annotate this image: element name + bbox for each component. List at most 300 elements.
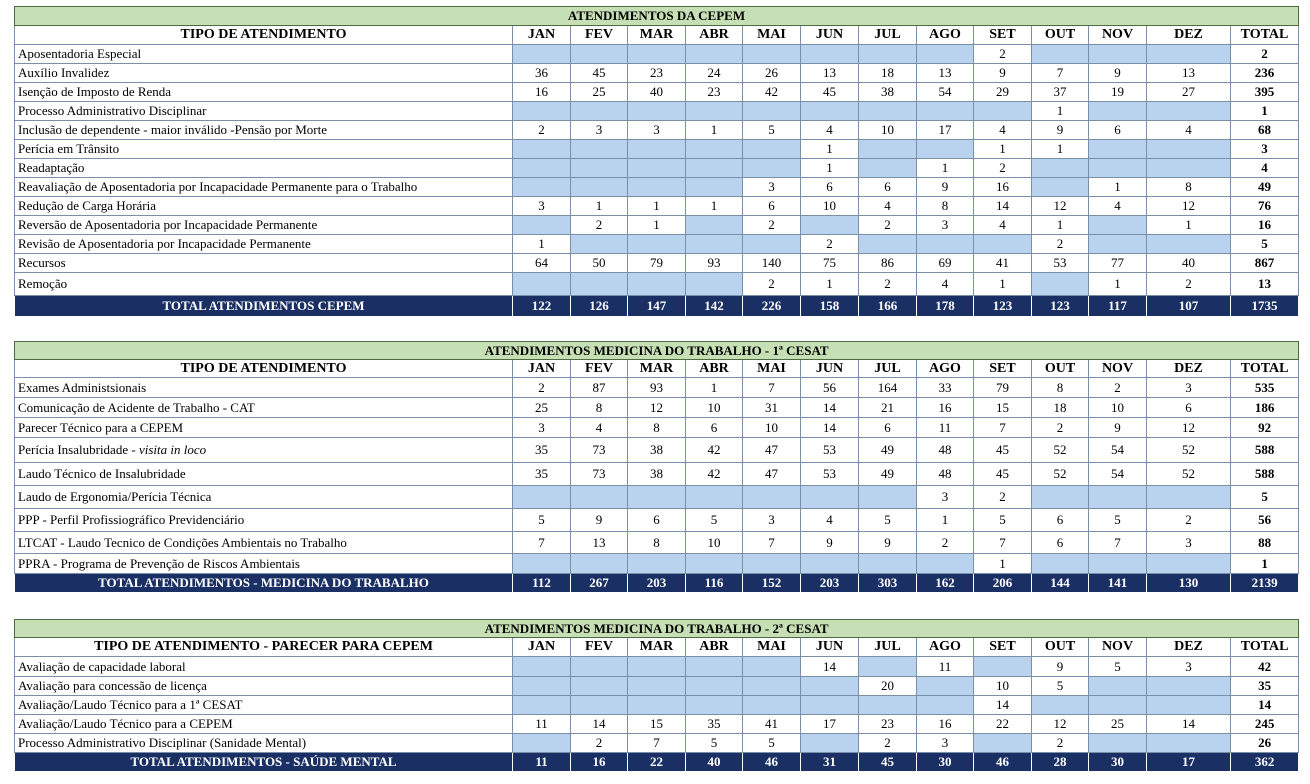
table-row bbox=[15, 159, 1299, 178]
value-cell bbox=[859, 554, 917, 574]
value-cell bbox=[1032, 159, 1089, 178]
value-cell: 52 bbox=[1032, 438, 1089, 463]
value-cell bbox=[1089, 696, 1147, 715]
row-label-text: Laudo de Ergonomia/Perícia Técnica bbox=[18, 489, 212, 504]
value-cell: 23 bbox=[686, 83, 743, 102]
total-value-cell: 22 bbox=[628, 753, 686, 772]
column-header-month: FEV bbox=[571, 638, 628, 657]
value-cell: 42 bbox=[686, 463, 743, 486]
value-cell bbox=[686, 696, 743, 715]
row-label bbox=[15, 677, 513, 696]
total-value-cell: 166 bbox=[859, 296, 917, 317]
value-cell: 53 bbox=[1032, 254, 1089, 273]
total-value-cell: 126 bbox=[571, 296, 628, 317]
value-cell bbox=[686, 102, 743, 121]
total-value-cell: 130 bbox=[1147, 574, 1231, 593]
value-cell: 47 bbox=[743, 463, 801, 486]
value-cell bbox=[628, 273, 686, 296]
value-cell: 8 bbox=[1032, 378, 1089, 398]
value-cell: 29 bbox=[974, 83, 1032, 102]
row-label bbox=[15, 532, 513, 554]
value-cell bbox=[628, 486, 686, 509]
column-header-month: NOV bbox=[1089, 26, 1147, 45]
table-title: ATENDIMENTOS MEDICINA DO TRABALHO - 2ª CESAT bbox=[15, 620, 1299, 638]
value-cell: 9 bbox=[1089, 418, 1147, 438]
total-value-cell: 116 bbox=[686, 574, 743, 593]
row-label bbox=[15, 121, 513, 140]
row-label-text: Remoção bbox=[18, 276, 68, 291]
value-cell: 25 bbox=[513, 398, 571, 418]
value-cell bbox=[513, 140, 571, 159]
value-cell: 25 bbox=[1089, 715, 1147, 734]
row-label-italic: visita in loco bbox=[138, 442, 207, 457]
value-cell bbox=[743, 657, 801, 677]
value-cell: 35 bbox=[686, 715, 743, 734]
total-value-cell: 122 bbox=[513, 296, 571, 317]
value-cell: 14 bbox=[1147, 715, 1231, 734]
value-cell: 12 bbox=[628, 398, 686, 418]
row-label-text: Inclusão de dependente - maior inválido -Pensão por Morte bbox=[18, 122, 328, 137]
value-cell: 2 bbox=[743, 273, 801, 296]
value-cell: 8 bbox=[628, 532, 686, 554]
value-cell: 7 bbox=[1089, 532, 1147, 554]
value-cell: 23 bbox=[628, 64, 686, 83]
value-cell: 7 bbox=[513, 532, 571, 554]
row-total-cell: 88 bbox=[1231, 532, 1299, 554]
value-cell bbox=[686, 554, 743, 574]
total-value-cell: 303 bbox=[859, 574, 917, 593]
table-row bbox=[15, 715, 1299, 734]
value-cell: 2 bbox=[743, 216, 801, 235]
data-table bbox=[14, 6, 1299, 317]
column-header-month: JUL bbox=[859, 26, 917, 45]
total-value-cell: 152 bbox=[743, 574, 801, 593]
value-cell: 6 bbox=[628, 509, 686, 532]
row-label-text: PPP - Perfil Profissiográfico Previdenciário bbox=[18, 512, 245, 527]
column-header-month: JUN bbox=[801, 360, 859, 378]
value-cell: 14 bbox=[974, 696, 1032, 715]
row-total-cell: 68 bbox=[1231, 121, 1299, 140]
row-label-text: Auxílio Invalidez bbox=[18, 65, 110, 80]
table-row bbox=[15, 273, 1299, 296]
value-cell: 6 bbox=[1089, 121, 1147, 140]
row-label bbox=[15, 509, 513, 532]
value-cell bbox=[571, 102, 628, 121]
value-cell bbox=[571, 178, 628, 197]
value-cell bbox=[1089, 45, 1147, 64]
value-cell bbox=[686, 486, 743, 509]
total-value-cell: 28 bbox=[1032, 753, 1089, 772]
column-header-month: JUL bbox=[859, 638, 917, 657]
total-value-cell: 142 bbox=[686, 296, 743, 317]
value-cell: 2 bbox=[859, 216, 917, 235]
total-value-cell: 17 bbox=[1147, 753, 1231, 772]
value-cell bbox=[801, 102, 859, 121]
row-label-text: Processo Administrativo Disciplinar (Sanidade Mental) bbox=[18, 735, 307, 750]
column-header-month: DEZ bbox=[1147, 360, 1231, 378]
table-row bbox=[15, 463, 1299, 486]
table-row bbox=[15, 121, 1299, 140]
row-label-text: Perícia Insalubridade - bbox=[18, 442, 139, 457]
value-cell: 4 bbox=[571, 418, 628, 438]
value-cell bbox=[513, 102, 571, 121]
value-cell bbox=[801, 554, 859, 574]
value-cell bbox=[513, 657, 571, 677]
row-label bbox=[15, 438, 513, 463]
row-label bbox=[15, 235, 513, 254]
value-cell bbox=[513, 486, 571, 509]
table-medicina-trabalho-2-cesat bbox=[14, 619, 1298, 772]
value-cell: 7 bbox=[743, 378, 801, 398]
value-cell bbox=[1032, 273, 1089, 296]
value-cell bbox=[1089, 102, 1147, 121]
row-label bbox=[15, 273, 513, 296]
value-cell: 5 bbox=[1089, 657, 1147, 677]
value-cell bbox=[571, 159, 628, 178]
value-cell: 5 bbox=[859, 509, 917, 532]
value-cell bbox=[917, 45, 974, 64]
value-cell: 64 bbox=[513, 254, 571, 273]
column-header-month: ABR bbox=[686, 26, 743, 45]
row-label-text: Readaptação bbox=[18, 160, 85, 175]
value-cell bbox=[513, 734, 571, 753]
column-header-month: NOV bbox=[1089, 638, 1147, 657]
total-value-cell: 11 bbox=[513, 753, 571, 772]
value-cell bbox=[513, 677, 571, 696]
table-row bbox=[15, 438, 1299, 463]
table-row bbox=[15, 734, 1299, 753]
column-header-month: MAR bbox=[628, 638, 686, 657]
value-cell: 2 bbox=[801, 235, 859, 254]
total-value-cell: 203 bbox=[628, 574, 686, 593]
row-label bbox=[15, 178, 513, 197]
total-value-cell: 30 bbox=[1089, 753, 1147, 772]
value-cell: 45 bbox=[801, 83, 859, 102]
value-cell: 10 bbox=[743, 418, 801, 438]
value-cell: 2 bbox=[917, 532, 974, 554]
value-cell: 48 bbox=[917, 463, 974, 486]
value-cell: 52 bbox=[1032, 463, 1089, 486]
total-value-cell: 203 bbox=[801, 574, 859, 593]
table-medicina-trabalho-1-cesat bbox=[14, 341, 1298, 593]
value-cell: 1 bbox=[917, 509, 974, 532]
value-cell: 49 bbox=[859, 463, 917, 486]
value-cell: 2 bbox=[1147, 273, 1231, 296]
value-cell: 1 bbox=[686, 378, 743, 398]
value-cell: 3 bbox=[513, 418, 571, 438]
column-header-month: MAR bbox=[628, 360, 686, 378]
value-cell bbox=[1147, 235, 1231, 254]
row-label bbox=[15, 398, 513, 418]
row-label bbox=[15, 378, 513, 398]
value-cell: 13 bbox=[801, 64, 859, 83]
grand-total-cell: 2139 bbox=[1231, 574, 1299, 593]
value-cell bbox=[513, 216, 571, 235]
value-cell: 12 bbox=[1147, 418, 1231, 438]
total-value-cell: 46 bbox=[974, 753, 1032, 772]
value-cell bbox=[917, 677, 974, 696]
value-cell: 40 bbox=[628, 83, 686, 102]
row-label bbox=[15, 159, 513, 178]
value-cell: 24 bbox=[686, 64, 743, 83]
value-cell bbox=[628, 102, 686, 121]
value-cell: 7 bbox=[974, 418, 1032, 438]
value-cell: 8 bbox=[1147, 178, 1231, 197]
value-cell bbox=[513, 178, 571, 197]
value-cell: 22 bbox=[974, 715, 1032, 734]
value-cell: 52 bbox=[1147, 463, 1231, 486]
value-cell bbox=[859, 102, 917, 121]
table-row bbox=[15, 418, 1299, 438]
value-cell: 36 bbox=[513, 64, 571, 83]
value-cell bbox=[801, 486, 859, 509]
total-value-cell: 123 bbox=[974, 296, 1032, 317]
column-header-month: SET bbox=[974, 26, 1032, 45]
value-cell bbox=[513, 45, 571, 64]
value-cell: 47 bbox=[743, 438, 801, 463]
column-header-month: JUL bbox=[859, 360, 917, 378]
value-cell: 5 bbox=[686, 509, 743, 532]
value-cell: 10 bbox=[859, 121, 917, 140]
row-label bbox=[15, 734, 513, 753]
column-header-total: TOTAL bbox=[1231, 360, 1299, 378]
value-cell: 54 bbox=[1089, 438, 1147, 463]
value-cell: 25 bbox=[571, 83, 628, 102]
column-header-month: ABR bbox=[686, 638, 743, 657]
value-cell: 1 bbox=[1089, 178, 1147, 197]
value-cell bbox=[686, 140, 743, 159]
total-row-label: TOTAL ATENDIMENTOS - SAÚDE MENTAL bbox=[15, 753, 513, 772]
value-cell bbox=[628, 696, 686, 715]
value-cell: 5 bbox=[974, 509, 1032, 532]
row-label bbox=[15, 64, 513, 83]
value-cell: 14 bbox=[801, 657, 859, 677]
value-cell bbox=[571, 273, 628, 296]
value-cell: 16 bbox=[917, 398, 974, 418]
value-cell: 8 bbox=[571, 398, 628, 418]
value-cell: 2 bbox=[974, 486, 1032, 509]
row-total-cell: 13 bbox=[1231, 273, 1299, 296]
value-cell: 2 bbox=[571, 734, 628, 753]
value-cell bbox=[628, 677, 686, 696]
value-cell: 9 bbox=[974, 64, 1032, 83]
value-cell bbox=[1089, 677, 1147, 696]
value-cell bbox=[1147, 677, 1231, 696]
value-cell: 8 bbox=[917, 197, 974, 216]
value-cell: 2 bbox=[1032, 734, 1089, 753]
value-cell: 27 bbox=[1147, 83, 1231, 102]
row-label bbox=[15, 216, 513, 235]
value-cell bbox=[859, 486, 917, 509]
value-cell bbox=[801, 216, 859, 235]
value-cell: 1 bbox=[1032, 140, 1089, 159]
value-cell: 14 bbox=[974, 197, 1032, 216]
value-cell: 69 bbox=[917, 254, 974, 273]
value-cell: 140 bbox=[743, 254, 801, 273]
value-cell: 2 bbox=[974, 45, 1032, 64]
value-cell: 41 bbox=[974, 254, 1032, 273]
row-total-cell: 5 bbox=[1231, 235, 1299, 254]
value-cell: 1 bbox=[628, 216, 686, 235]
column-header-type: TIPO DE ATENDIMENTO bbox=[15, 26, 513, 45]
row-label-text: Reavaliação de Aposentadoria por Incapacidade Permanente para o Trabalho bbox=[18, 179, 418, 194]
value-cell bbox=[801, 734, 859, 753]
value-cell: 18 bbox=[1032, 398, 1089, 418]
row-label bbox=[15, 83, 513, 102]
table-row bbox=[15, 64, 1299, 83]
table-row bbox=[15, 178, 1299, 197]
value-cell: 3 bbox=[917, 734, 974, 753]
total-value-cell: 31 bbox=[801, 753, 859, 772]
value-cell: 86 bbox=[859, 254, 917, 273]
value-cell: 1 bbox=[801, 273, 859, 296]
value-cell bbox=[686, 677, 743, 696]
value-cell bbox=[1147, 554, 1231, 574]
row-total-cell: 42 bbox=[1231, 657, 1299, 677]
total-value-cell: 206 bbox=[974, 574, 1032, 593]
column-header-month: OUT bbox=[1032, 26, 1089, 45]
row-label-text: Avaliação para concessão de licença bbox=[18, 678, 207, 693]
column-header-month: AGO bbox=[917, 360, 974, 378]
value-cell: 93 bbox=[686, 254, 743, 273]
value-cell bbox=[1147, 140, 1231, 159]
table-row bbox=[15, 677, 1299, 696]
value-cell bbox=[859, 159, 917, 178]
column-header-month: MAI bbox=[743, 638, 801, 657]
value-cell bbox=[1089, 235, 1147, 254]
value-cell: 1 bbox=[974, 273, 1032, 296]
value-cell: 42 bbox=[686, 438, 743, 463]
table-row bbox=[15, 197, 1299, 216]
value-cell: 9 bbox=[801, 532, 859, 554]
table-title: ATENDIMENTOS MEDICINA DO TRABALHO - 1ª CESAT bbox=[15, 342, 1299, 360]
value-cell: 73 bbox=[571, 463, 628, 486]
row-label-text: Redução de Carga Horária bbox=[18, 198, 157, 213]
total-value-cell: 123 bbox=[1032, 296, 1089, 317]
column-header-month: DEZ bbox=[1147, 26, 1231, 45]
total-value-cell: 45 bbox=[859, 753, 917, 772]
row-total-cell: 76 bbox=[1231, 197, 1299, 216]
row-label-text: Reversão de Aposentadoria por Incapacidade Permanente bbox=[18, 217, 318, 232]
value-cell: 2 bbox=[513, 378, 571, 398]
value-cell: 6 bbox=[1032, 532, 1089, 554]
row-label-text: Isenção de Imposto de Renda bbox=[18, 84, 172, 99]
value-cell: 6 bbox=[859, 418, 917, 438]
total-value-cell: 30 bbox=[917, 753, 974, 772]
column-header-month: OUT bbox=[1032, 638, 1089, 657]
row-total-cell: 5 bbox=[1231, 486, 1299, 509]
value-cell bbox=[743, 554, 801, 574]
row-total-cell: 56 bbox=[1231, 509, 1299, 532]
value-cell: 49 bbox=[859, 438, 917, 463]
value-cell: 79 bbox=[974, 378, 1032, 398]
value-cell: 38 bbox=[859, 83, 917, 102]
value-cell bbox=[743, 159, 801, 178]
row-label bbox=[15, 657, 513, 677]
table-row bbox=[15, 378, 1299, 398]
value-cell bbox=[1089, 486, 1147, 509]
value-cell: 54 bbox=[1089, 463, 1147, 486]
value-cell: 93 bbox=[628, 378, 686, 398]
value-cell bbox=[1032, 554, 1089, 574]
table-row bbox=[15, 140, 1299, 159]
table-row bbox=[15, 102, 1299, 121]
column-header-month: ABR bbox=[686, 360, 743, 378]
total-value-cell: 178 bbox=[917, 296, 974, 317]
value-cell: 54 bbox=[917, 83, 974, 102]
value-cell bbox=[1147, 734, 1231, 753]
value-cell: 52 bbox=[1147, 438, 1231, 463]
value-cell: 56 bbox=[801, 378, 859, 398]
value-cell bbox=[743, 140, 801, 159]
value-cell: 4 bbox=[1147, 121, 1231, 140]
total-value-cell: 267 bbox=[571, 574, 628, 593]
value-cell: 5 bbox=[1032, 677, 1089, 696]
table-row bbox=[15, 696, 1299, 715]
value-cell: 5 bbox=[743, 121, 801, 140]
value-cell: 4 bbox=[801, 121, 859, 140]
value-cell: 3 bbox=[1147, 378, 1231, 398]
value-cell: 4 bbox=[1089, 197, 1147, 216]
row-total-cell: 245 bbox=[1231, 715, 1299, 734]
value-cell: 9 bbox=[1032, 121, 1089, 140]
row-label-text: Laudo Técnico de Insalubridade bbox=[18, 466, 186, 481]
column-header-month: JAN bbox=[513, 26, 571, 45]
value-cell: 40 bbox=[1147, 254, 1231, 273]
column-header-total: TOTAL bbox=[1231, 638, 1299, 657]
value-cell: 13 bbox=[571, 532, 628, 554]
value-cell: 10 bbox=[686, 532, 743, 554]
value-cell bbox=[1089, 216, 1147, 235]
table-row bbox=[15, 532, 1299, 554]
value-cell: 15 bbox=[628, 715, 686, 734]
value-cell: 73 bbox=[571, 438, 628, 463]
value-cell bbox=[571, 235, 628, 254]
value-cell bbox=[801, 677, 859, 696]
row-label-text: Comunicação de Acidente de Trabalho - CAT bbox=[18, 399, 255, 415]
value-cell: 38 bbox=[628, 438, 686, 463]
value-cell bbox=[628, 159, 686, 178]
value-cell bbox=[1147, 486, 1231, 509]
total-value-cell: 112 bbox=[513, 574, 571, 593]
value-cell bbox=[917, 140, 974, 159]
total-value-cell: 40 bbox=[686, 753, 743, 772]
column-header-month: AGO bbox=[917, 638, 974, 657]
value-cell: 7 bbox=[628, 734, 686, 753]
column-header-type: TIPO DE ATENDIMENTO bbox=[15, 360, 513, 378]
value-cell: 11 bbox=[917, 418, 974, 438]
row-label-text: PPRA - Programa de Prevenção de Riscos Ambientais bbox=[18, 555, 300, 571]
value-cell: 31 bbox=[743, 398, 801, 418]
value-cell: 11 bbox=[513, 715, 571, 734]
row-total-cell: 26 bbox=[1231, 734, 1299, 753]
row-label-text: Exames Administsionais bbox=[18, 379, 147, 395]
value-cell bbox=[859, 657, 917, 677]
row-total-cell: 14 bbox=[1231, 696, 1299, 715]
row-label bbox=[15, 197, 513, 216]
table-row bbox=[15, 216, 1299, 235]
row-total-cell: 186 bbox=[1231, 398, 1299, 418]
value-cell: 6 bbox=[859, 178, 917, 197]
value-cell: 4 bbox=[801, 509, 859, 532]
column-header-month: SET bbox=[974, 638, 1032, 657]
row-label bbox=[15, 45, 513, 64]
value-cell: 2 bbox=[513, 121, 571, 140]
total-row-label: TOTAL ATENDIMENTOS - MEDICINA DO TRABALHO bbox=[15, 574, 513, 593]
table-row bbox=[15, 83, 1299, 102]
row-label-text: Aposentadoria Especial bbox=[18, 46, 142, 61]
data-table bbox=[14, 341, 1299, 593]
